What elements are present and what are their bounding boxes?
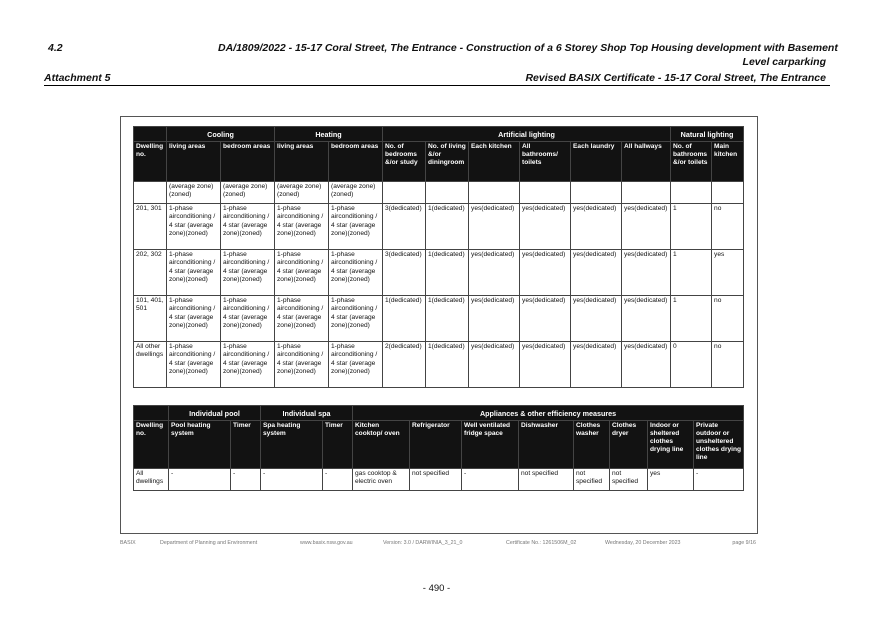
table-cell: -	[462, 469, 519, 491]
table-cell: (average zone)(zoned)	[329, 182, 383, 204]
table-cell: not specified	[410, 469, 462, 491]
table-cell: All dwellings	[134, 469, 169, 491]
table-cell: 1-phase airconditioning / 4 star (average zone)(zoned)	[167, 250, 221, 296]
footer-date: Wednesday, 20 December 2023	[605, 540, 681, 546]
col-header: Timer	[231, 421, 261, 469]
table-cell	[571, 182, 622, 204]
col-header: No. of bedrooms &/or study	[383, 142, 426, 182]
col-header: Timer	[323, 421, 353, 469]
table-cell: yes	[712, 250, 744, 296]
certificate-footer	[120, 540, 756, 550]
col-header: Dwelling no.	[134, 421, 169, 469]
footer-certificate: Certificate No.: 1261506M_02	[506, 540, 577, 546]
table-cell: yes(dedicated)	[520, 204, 571, 250]
item-number: 4.2	[48, 42, 63, 54]
table-cell: yes(dedicated)	[520, 342, 571, 388]
footer-website: www.basix.nsw.gov.au	[300, 540, 353, 546]
table-cell: -	[323, 469, 353, 491]
table-row	[134, 342, 744, 388]
table-cell: 1	[671, 204, 712, 250]
table-row	[134, 204, 744, 250]
table-cell: -	[231, 469, 261, 491]
table-cell: gas cooktop & electric oven	[353, 469, 410, 491]
header-rule	[44, 85, 830, 86]
table-cell: All other dwellings	[134, 342, 167, 388]
table-cell: no	[712, 296, 744, 342]
table-cell: 1-phase airconditioning / 4 star (average zone)(zoned)	[221, 204, 275, 250]
table-cell: yes(dedicated)	[520, 250, 571, 296]
table-cell: yes(dedicated)	[571, 296, 622, 342]
col-header: Main kitchen	[712, 142, 744, 182]
table-cell	[520, 182, 571, 204]
footer-version: Version: 3.0 / DARWINIA_3_21_0	[383, 540, 463, 546]
footer-page: page 9/16	[732, 540, 756, 546]
table-row	[134, 250, 744, 296]
table-cell: 1(dedicated)	[383, 296, 426, 342]
table-cell: 101, 401, 501	[134, 296, 167, 342]
table-cell: yes(dedicated)	[469, 342, 520, 388]
col-header: Refrigerator	[410, 421, 462, 469]
table-cell: yes(dedicated)	[520, 296, 571, 342]
footer-department: Department of Planning and Environment	[160, 540, 258, 546]
lighting-cooling-table	[133, 126, 744, 388]
table-cell: yes(dedicated)	[571, 250, 622, 296]
table-cell	[671, 182, 712, 204]
group-blank	[134, 127, 167, 142]
col-header: Each laundry	[571, 142, 622, 182]
table-cell: yes(dedicated)	[622, 204, 671, 250]
table-cell: no	[712, 342, 744, 388]
table-cell: yes	[648, 469, 694, 491]
group-individual-spa: Individual spa	[261, 406, 353, 421]
table-cell	[622, 182, 671, 204]
table-cell: yes(dedicated)	[469, 250, 520, 296]
table-cell: 1-phase airconditioning / 4 star (average zone)(zoned)	[221, 250, 275, 296]
group-cooling: Cooling	[167, 127, 275, 142]
table-cell: 1-phase airconditioning / 4 star (average zone)(zoned)	[221, 296, 275, 342]
table-row	[134, 469, 744, 491]
table-cell: yes(dedicated)	[622, 250, 671, 296]
table-cell: 1-phase airconditioning / 4 star (average zone)(zoned)	[221, 342, 275, 388]
table-cell: 1-phase airconditioning / 4 star (average zone)(zoned)	[329, 296, 383, 342]
col-header: Clothes washer	[574, 421, 610, 469]
col-header: Dishwasher	[519, 421, 574, 469]
table-cell: not specified	[574, 469, 610, 491]
table-cell: 1	[671, 250, 712, 296]
table-cell: yes(dedicated)	[571, 342, 622, 388]
table-cell: -	[694, 469, 744, 491]
table-row	[134, 296, 744, 342]
table-cell: 1-phase airconditioning / 4 star (average zone)(zoned)	[167, 204, 221, 250]
col-header: bedroom areas	[329, 142, 383, 182]
table-cell: (average zone)(zoned)	[221, 182, 275, 204]
appliances-table	[133, 405, 744, 491]
table-cell: -	[261, 469, 323, 491]
col-header: bedroom areas	[221, 142, 275, 182]
table-cell: 1(dedicated)	[426, 204, 469, 250]
table-cell: 1-phase airconditioning / 4 star (average zone)(zoned)	[329, 204, 383, 250]
group-blank	[134, 406, 169, 421]
col-header: living areas	[275, 142, 329, 182]
table-cell	[469, 182, 520, 204]
col-header: No. of living &/or diningroom	[426, 142, 469, 182]
table-cell: 3(dedicated)	[383, 204, 426, 250]
table-cell: 201, 301	[134, 204, 167, 250]
table-cell: not specified	[519, 469, 574, 491]
table-cell: 1-phase airconditioning / 4 star (average zone)(zoned)	[275, 296, 329, 342]
document-title: DA/1809/2022 - 15-17 Coral Street, The Entrance - Construction of a 6 Storey Shop Top Housing development with Basement	[218, 42, 838, 54]
col-header: All hallways	[622, 142, 671, 182]
col-header: Well ventilated fridge space	[462, 421, 519, 469]
document-title-line2: Level carparking	[742, 56, 826, 68]
col-header: Dwelling no.	[134, 142, 167, 182]
footer-basix: BASIX	[120, 540, 136, 546]
col-header: living areas	[167, 142, 221, 182]
table-cell: (average zone)(zoned)	[167, 182, 221, 204]
table-cell	[712, 182, 744, 204]
table-cell: 1	[671, 296, 712, 342]
group-artificial-lighting: Artificial lighting	[383, 127, 671, 142]
table-cell: yes(dedicated)	[469, 296, 520, 342]
col-header: Each kitchen	[469, 142, 520, 182]
table-cell: 1-phase airconditioning / 4 star (average zone)(zoned)	[329, 250, 383, 296]
table-cell: 1-phase airconditioning / 4 star (average zone)(zoned)	[275, 250, 329, 296]
group-appliances: Appliances & other efficiency measures	[353, 406, 744, 421]
table-cell: 202, 302	[134, 250, 167, 296]
col-header: Clothes dryer	[610, 421, 648, 469]
attachment-label: Attachment 5	[44, 72, 111, 84]
table-cell: 1(dedicated)	[426, 296, 469, 342]
table-cell: not specified	[610, 469, 648, 491]
table-cell: -	[169, 469, 231, 491]
table-row	[134, 182, 744, 204]
table-cell: 1(dedicated)	[426, 250, 469, 296]
table-cell: 1-phase airconditioning / 4 star (average zone)(zoned)	[329, 342, 383, 388]
table-cell: 1-phase airconditioning / 4 star (average zone)(zoned)	[167, 342, 221, 388]
table-cell: 3(dedicated)	[383, 250, 426, 296]
group-natural-lighting: Natural lighting	[671, 127, 744, 142]
group-heating: Heating	[275, 127, 383, 142]
table-cell	[134, 182, 167, 204]
table-cell: 1-phase airconditioning / 4 star (average zone)(zoned)	[275, 342, 329, 388]
col-header: Private outdoor or unsheltered clothes drying line	[694, 421, 744, 469]
table-cell	[426, 182, 469, 204]
table-cell	[383, 182, 426, 204]
col-header: All bathrooms/ toilets	[520, 142, 571, 182]
table-cell: yes(dedicated)	[571, 204, 622, 250]
group-individual-pool: Individual pool	[169, 406, 261, 421]
table-cell: yes(dedicated)	[469, 204, 520, 250]
table-cell: 1-phase airconditioning / 4 star (average zone)(zoned)	[167, 296, 221, 342]
table-cell: yes(dedicated)	[622, 296, 671, 342]
col-header: No. of bathrooms &/or toilets	[671, 142, 712, 182]
table-cell: 1(dedicated)	[426, 342, 469, 388]
col-header: Kitchen cooktop/ oven	[353, 421, 410, 469]
table-cell: 2(dedicated)	[383, 342, 426, 388]
attachment-title: Revised BASIX Certificate - 15-17 Coral Street, The Entrance	[525, 72, 826, 84]
col-header: Indoor or sheltered clothes drying line	[648, 421, 694, 469]
col-header: Spa heating system	[261, 421, 323, 469]
table-cell: 0	[671, 342, 712, 388]
table-cell: (average zone)(zoned)	[275, 182, 329, 204]
page-number: - 490 -	[422, 583, 451, 594]
table-cell: yes(dedicated)	[622, 342, 671, 388]
col-header: Pool heating system	[169, 421, 231, 469]
table-cell: no	[712, 204, 744, 250]
table-cell: 1-phase airconditioning / 4 star (average zone)(zoned)	[275, 204, 329, 250]
